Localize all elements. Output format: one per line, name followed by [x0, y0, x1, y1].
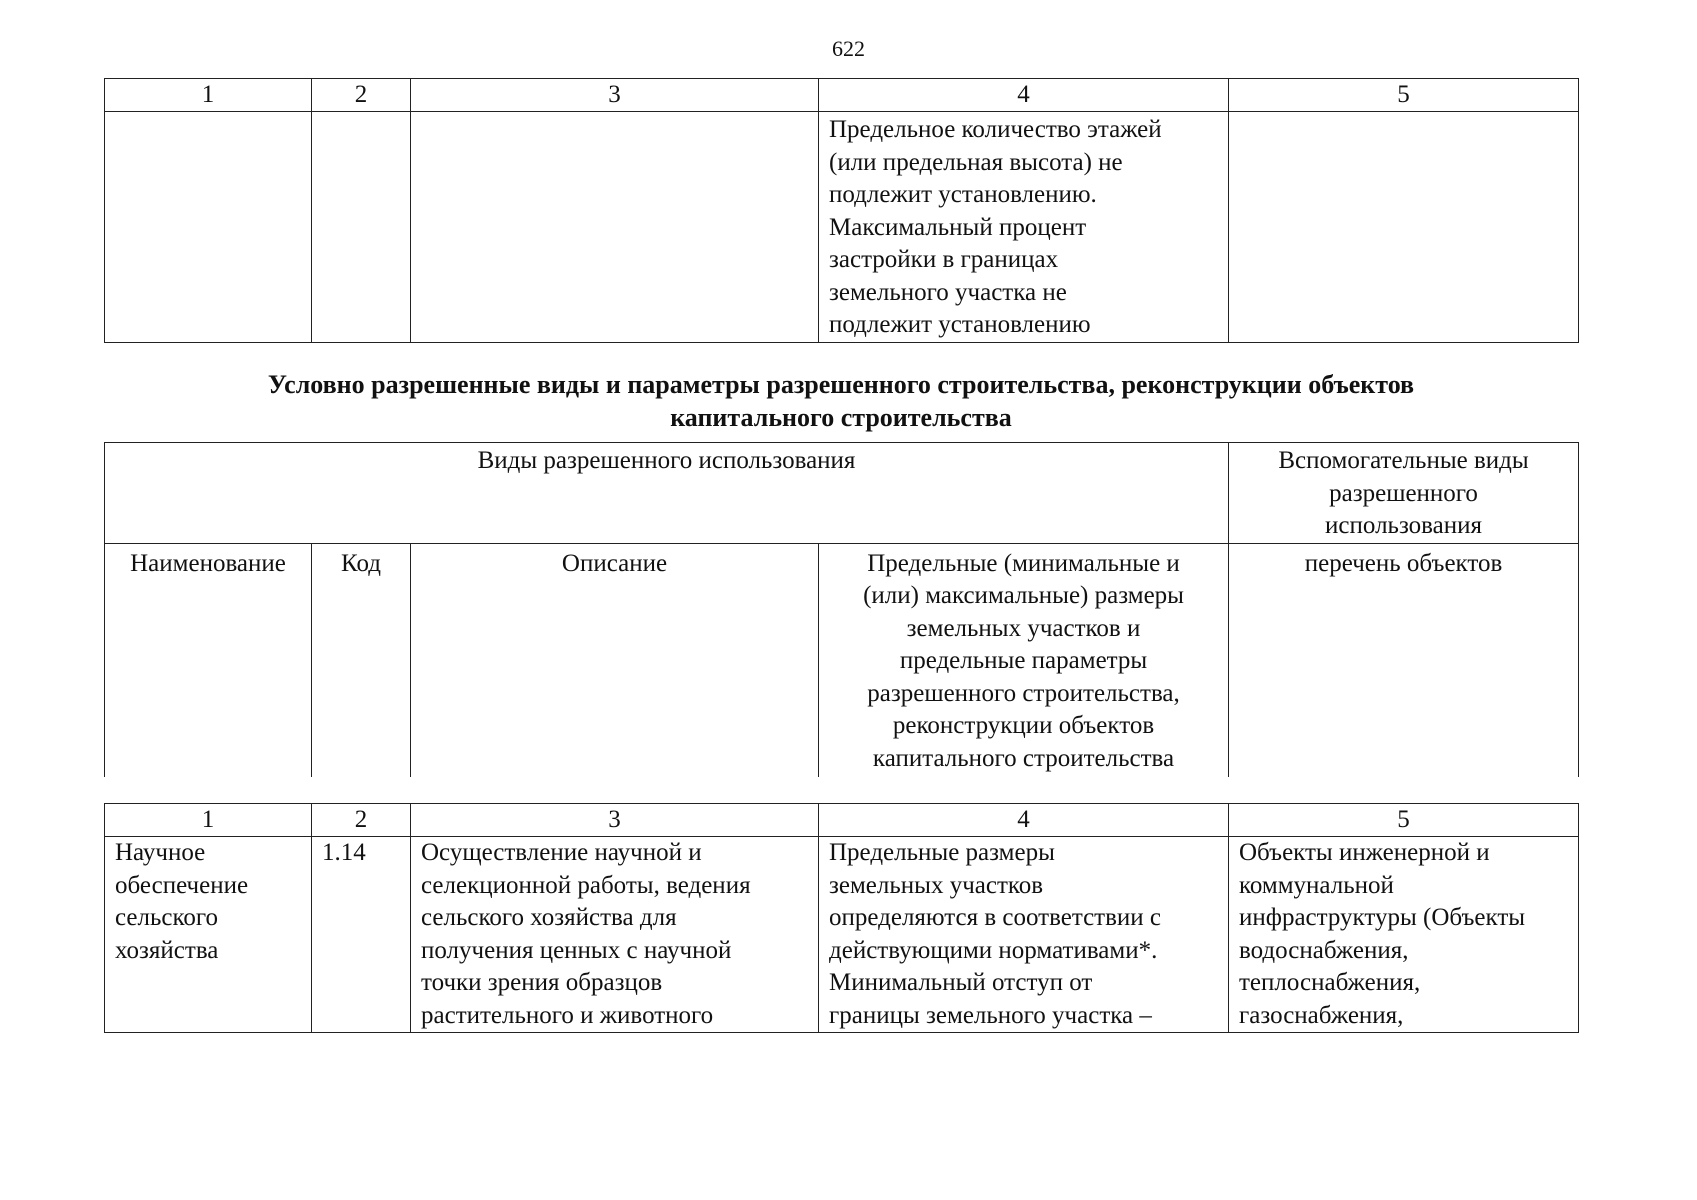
continuation-table [104, 78, 1579, 343]
cell-code: 1.14 [312, 837, 411, 1033]
auxiliary-use-header: Вспомогательные виды разрешенного использования [1229, 443, 1579, 544]
section-title: Условно разрешенные виды и параметры разрешенного строительства, реконструкции объектов капитального строительства [267, 370, 1415, 432]
cell-name [105, 112, 312, 343]
header-name: Наименование [105, 543, 312, 777]
header-description: Описание [411, 543, 819, 777]
cell-code [312, 112, 411, 343]
column-number: 3 [411, 79, 819, 112]
cell-description: Осуществление научной и селекционной работы, ведения сельского хозяйства для получения ценных с научной точки зрения образцов растительного и животного [411, 837, 819, 1033]
cell-description [411, 112, 819, 343]
table-row [105, 837, 1579, 1033]
permitted-use-header: Виды разрешенного использования [105, 443, 1229, 544]
column-number: 5 [1229, 804, 1579, 837]
cell-objects [1229, 112, 1579, 343]
column-number: 4 [819, 804, 1229, 837]
page-number: 622 [832, 36, 865, 61]
cell-limits: Предельное количество этажей (или предельная высота) не подлежит установлению. Максимальный процент застройки в границах земельного участка не подлежит установлению [819, 112, 1229, 343]
column-number-row [105, 804, 1579, 837]
header-code: Код [312, 543, 411, 777]
table-row [105, 112, 1579, 343]
column-number: 3 [411, 804, 819, 837]
column-number-row [105, 79, 1579, 112]
column-number: 1 [105, 804, 312, 837]
column-number: 1 [105, 79, 312, 112]
header-objects: перечень объектов [1229, 543, 1579, 777]
column-number: 2 [312, 79, 411, 112]
cell-name: Научное обеспечение сельского хозяйства [105, 837, 312, 1033]
group-header-row [105, 443, 1579, 544]
column-header-row [105, 543, 1579, 777]
header-table [104, 442, 1579, 777]
column-number: 5 [1229, 79, 1579, 112]
cell-objects: Объекты инженерной и коммунальной инфраструктуры (Объекты водоснабжения, теплоснабжения, газоснабжения, [1229, 837, 1579, 1033]
column-number: 4 [819, 79, 1229, 112]
header-limits: Предельные (минимальные и (или) максимальные) размеры земельных участков и предельные параметры разрешенного строительства, реконструкции объектов капитального строительства [819, 543, 1229, 777]
column-number: 2 [312, 804, 411, 837]
cell-limits: Предельные размеры земельных участков определяются в соответствии с действующими нормативами*. Минимальный отступ от границы земельного участка – [819, 837, 1229, 1033]
data-table [104, 803, 1579, 1033]
